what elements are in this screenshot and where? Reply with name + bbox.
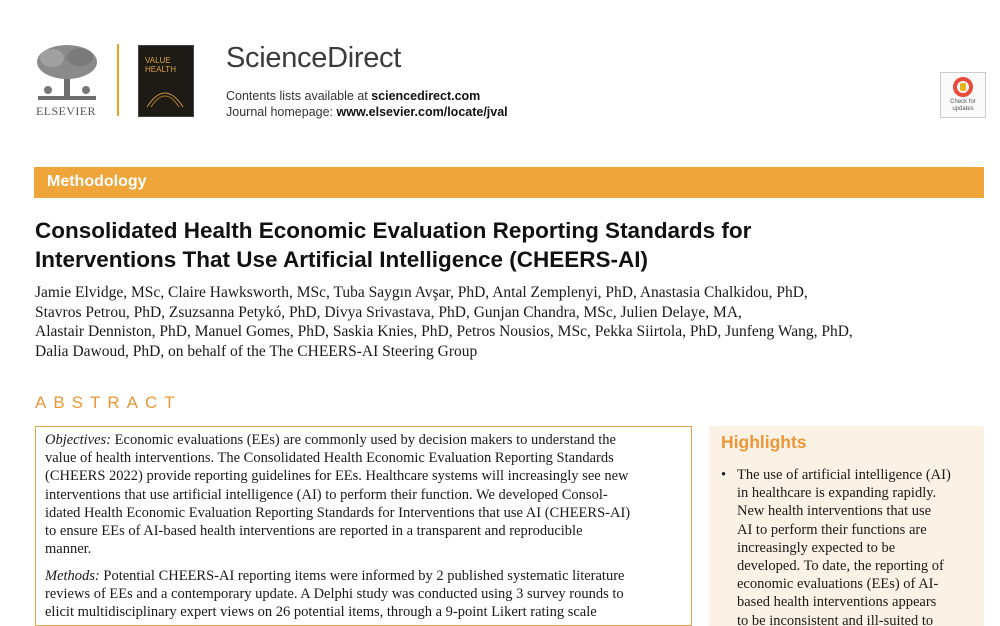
article-title — [35, 216, 935, 274]
objectives-label: Objectives: — [45, 432, 112, 448]
abstract-box — [35, 426, 692, 626]
cover-title: VALUE HEALTH — [145, 56, 176, 74]
journal-links — [226, 88, 508, 120]
header-divider — [117, 44, 119, 116]
highlight-line: New health interventions that use — [737, 503, 932, 520]
abstract-line: interventions that use artificial intelligence (AI) to perform their function. We developed Consol- — [45, 486, 608, 503]
publisher-name: ELSEVIER — [36, 104, 96, 118]
platform-title[interactable]: ScienceDirect — [226, 42, 401, 74]
abstract-line — [45, 431, 685, 449]
bookmark-icon — [953, 77, 973, 97]
highlight-item — [737, 466, 973, 626]
journal-homepage-link[interactable]: www.elsevier.com/locate/jval — [336, 105, 508, 119]
abstract-line: idated Health Economic Evaluation Reporting Standards for Interventions that use AI (CHEERS-AI) — [45, 504, 631, 521]
homepage-line — [226, 104, 508, 120]
abstract-line: manner. — [45, 541, 92, 558]
objectives-paragraph — [45, 431, 685, 558]
title-line: Consolidated Health Economic Evaluation Reporting Standards for — [35, 218, 752, 243]
cover-ornament — [145, 79, 185, 111]
abstract-line: to ensure EEs of AI-based health interventions are reported in a transparent and reproducible — [45, 523, 583, 540]
contents-line — [226, 88, 508, 104]
highlight-line: developed. To date, the reporting of — [737, 558, 944, 575]
abstract-heading: ABSTRACT — [35, 393, 182, 412]
contents-prefix: Contents lists available at — [226, 89, 372, 103]
highlight-line: increasingly expected to be — [737, 539, 896, 556]
abstract-line: (CHEERS 2022) provide reporting guidelines for EEs. Healthcare systems will increasingly see new — [45, 468, 629, 485]
bullet-icon: • — [721, 467, 727, 483]
abstract-line: elicit multidisciplinary expert views on 26 potential items, through a 9-point Likert rating scale — [45, 604, 597, 621]
section-banner — [34, 167, 984, 198]
methods-paragraph — [45, 567, 685, 622]
check-updates-label: Check for updates — [950, 99, 976, 112]
title-line: Interventions That Use Artificial Intelligence (CHEERS-AI) — [35, 247, 649, 272]
abstract-text: Economic evaluations (EEs) are commonly used by decision makers to understand the — [111, 432, 616, 448]
highlight-line: AI to perform their functions are — [737, 521, 927, 538]
abstract-text: Potential CHEERS-AI reporting items were informed by 2 published systematic literature — [99, 568, 625, 584]
highlight-line: in healthcare is expanding rapidly. — [737, 485, 937, 502]
abstract-line: value of health interventions. The Consolidated Health Economic Evaluation Reporting Standards — [45, 450, 614, 467]
abstract-line: reviews of EEs and a contemporary update. A Delphi study was conducted using 3 survey rounds to — [45, 586, 624, 603]
highlights-panel — [709, 426, 984, 626]
homepage-prefix: Journal homepage: — [226, 105, 337, 119]
journal-cover-image[interactable] — [138, 45, 194, 117]
highlight-line: to be inconsistent and ill-suited to — [737, 612, 934, 626]
abstract-line — [45, 567, 685, 585]
methods-label: Methods: — [45, 568, 100, 584]
author-list — [35, 283, 935, 361]
author-line[interactable]: Stavros Petrou, PhD, Zsuzsanna Petykó, PhD, Divya Srivastava, PhD, Gunjan Chandra, MSc, Julien Delaye, MA, — [35, 303, 742, 321]
highlight-line: based health interventions appears — [737, 594, 937, 611]
author-line[interactable]: Alastair Denniston, PhD, Manuel Gomes, PhD, Saskia Knies, PhD, Petros Nousios, MSc, Pekka Siirtola, PhD, Junfeng Wang, PhD, — [35, 323, 853, 340]
highlight-line: economic evaluations (EEs) of AI- — [737, 576, 939, 593]
author-line[interactable]: Dalia Dawoud, PhD, on behalf of the The CHEERS-AI Steering Group — [35, 342, 478, 360]
sciencedirect-link[interactable]: sciencedirect.com — [371, 89, 481, 103]
author-line[interactable]: Jamie Elvidge, MSc, Claire Hawksworth, MSc, Tuba Saygın Avşar, PhD, Antal Zemplenyi, PhD, Anastasia Chalkidou, PhD, — [35, 284, 808, 301]
section-label: Methodology — [47, 173, 147, 190]
highlights-heading: Highlights — [721, 432, 807, 452]
check-for-updates-button[interactable] — [940, 72, 986, 118]
highlight-line: The use of artificial intelligence (AI) — [737, 467, 951, 483]
